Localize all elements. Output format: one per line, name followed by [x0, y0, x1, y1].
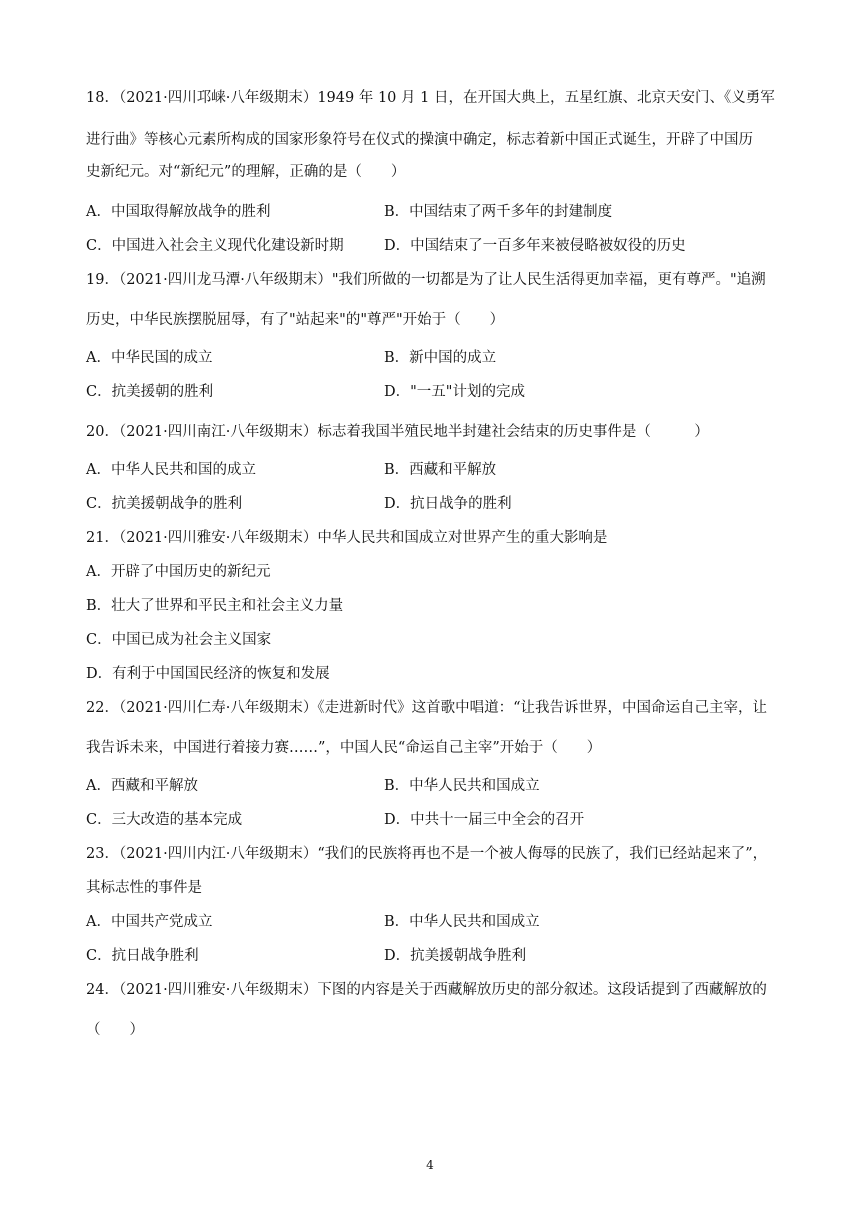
question-text-line: 20．（2021·四川南江·八年级期末）标志着我国半殖民地半封建社会结束的历史事件是（ ）	[86, 424, 709, 440]
question-text-line: 进行曲》等核心元素所构成的国家形象符号在仪式的操演中确定，标志着新中国正式诞生，开辟了中国历	[86, 132, 753, 148]
question-text-line: 其标志性的事件是	[86, 880, 202, 896]
question-text-line: （ ）	[86, 1022, 144, 1038]
question-text-line: 23．（2021·四川内江·八年级期末）“我们的民族将再也不是一个被人侮辱的民族了，我们已经站起来了”，	[86, 846, 768, 862]
page-number: 4	[426, 1158, 434, 1172]
question-text-line: 24．（2021·四川雅安·八年级期末）下图的内容是关于西藏解放历史的部分叙述。这段话提到了西藏解放的	[86, 982, 767, 998]
option-b: B．中国结束了两千多年的封建制度	[384, 204, 613, 220]
option-a: A．开辟了中国历史的新纪元	[86, 564, 271, 580]
option-d: D．"一五"计划的完成	[384, 384, 525, 400]
option-d: D．抗美援朝战争胜利	[384, 948, 527, 964]
option-a: A．中国共产党成立	[86, 914, 213, 930]
option-b: B．中华人民共和国成立	[384, 914, 540, 930]
option-c: C．中国进入社会主义现代化建设新时期	[86, 238, 344, 254]
option-c: C．中国已成为社会主义国家	[86, 632, 272, 648]
question-text-line: 22．（2021·四川仁寿·八年级期末）《走进新时代》这首歌中唱道：“让我告诉世界，中国命运自己主宰，让	[86, 700, 767, 716]
option-b: B．西藏和平解放	[384, 462, 497, 478]
option-c: C．抗美援朝战争的胜利	[86, 496, 243, 512]
option-c: C．抗美援朝的胜利	[86, 384, 214, 400]
question-text-line: 18．（2021·四川邛崃·八年级期末）1949 年 10 月 1 日，在开国大典上，五星红旗、北京天安门、《义勇军	[86, 90, 775, 106]
option-a: A．中华民国的成立	[86, 350, 213, 366]
option-b: B．新中国的成立	[384, 350, 497, 366]
option-a: A．西藏和平解放	[86, 778, 198, 794]
option-d: D．抗日战争的胜利	[384, 496, 512, 512]
option-d: D．有利于中国国民经济的恢复和发展	[86, 666, 330, 682]
question-text-line: 21．（2021·四川雅安·八年级期末）中华人民共和国成立对世界产生的重大影响是	[86, 530, 608, 546]
option-a: A．中国取得解放战争的胜利	[86, 204, 271, 220]
option-d: D．中共十一届三中全会的召开	[384, 812, 585, 828]
option-c: C．三大改造的基本完成	[86, 812, 243, 828]
question-text-line: 历史，中华民族摆脱屈辱，有了"站起来"的"尊严"开始于（ ）	[86, 312, 505, 328]
question-text-line: 史新纪元。对“新纪元”的理解，正确的是（ ）	[86, 164, 406, 180]
option-b: B．壮大了世界和平民主和社会主义力量	[86, 598, 344, 614]
option-b: B．中华人民共和国成立	[384, 778, 540, 794]
option-d: D．中国结束了一百多年来被侵略被奴役的历史	[384, 238, 686, 254]
option-a: A．中华人民共和国的成立	[86, 462, 256, 478]
question-text-line: 我告诉未来，中国进行着接力赛……”，中国人民“命运自己主宰”开始于（ ）	[86, 740, 602, 756]
question-text-line: 19．（2021·四川龙马潭·八年级期末）"我们所做的一切都是为了让人民生活得更加幸福，更有尊严。"追溯	[86, 272, 766, 288]
option-c: C．抗日战争胜利	[86, 948, 199, 964]
